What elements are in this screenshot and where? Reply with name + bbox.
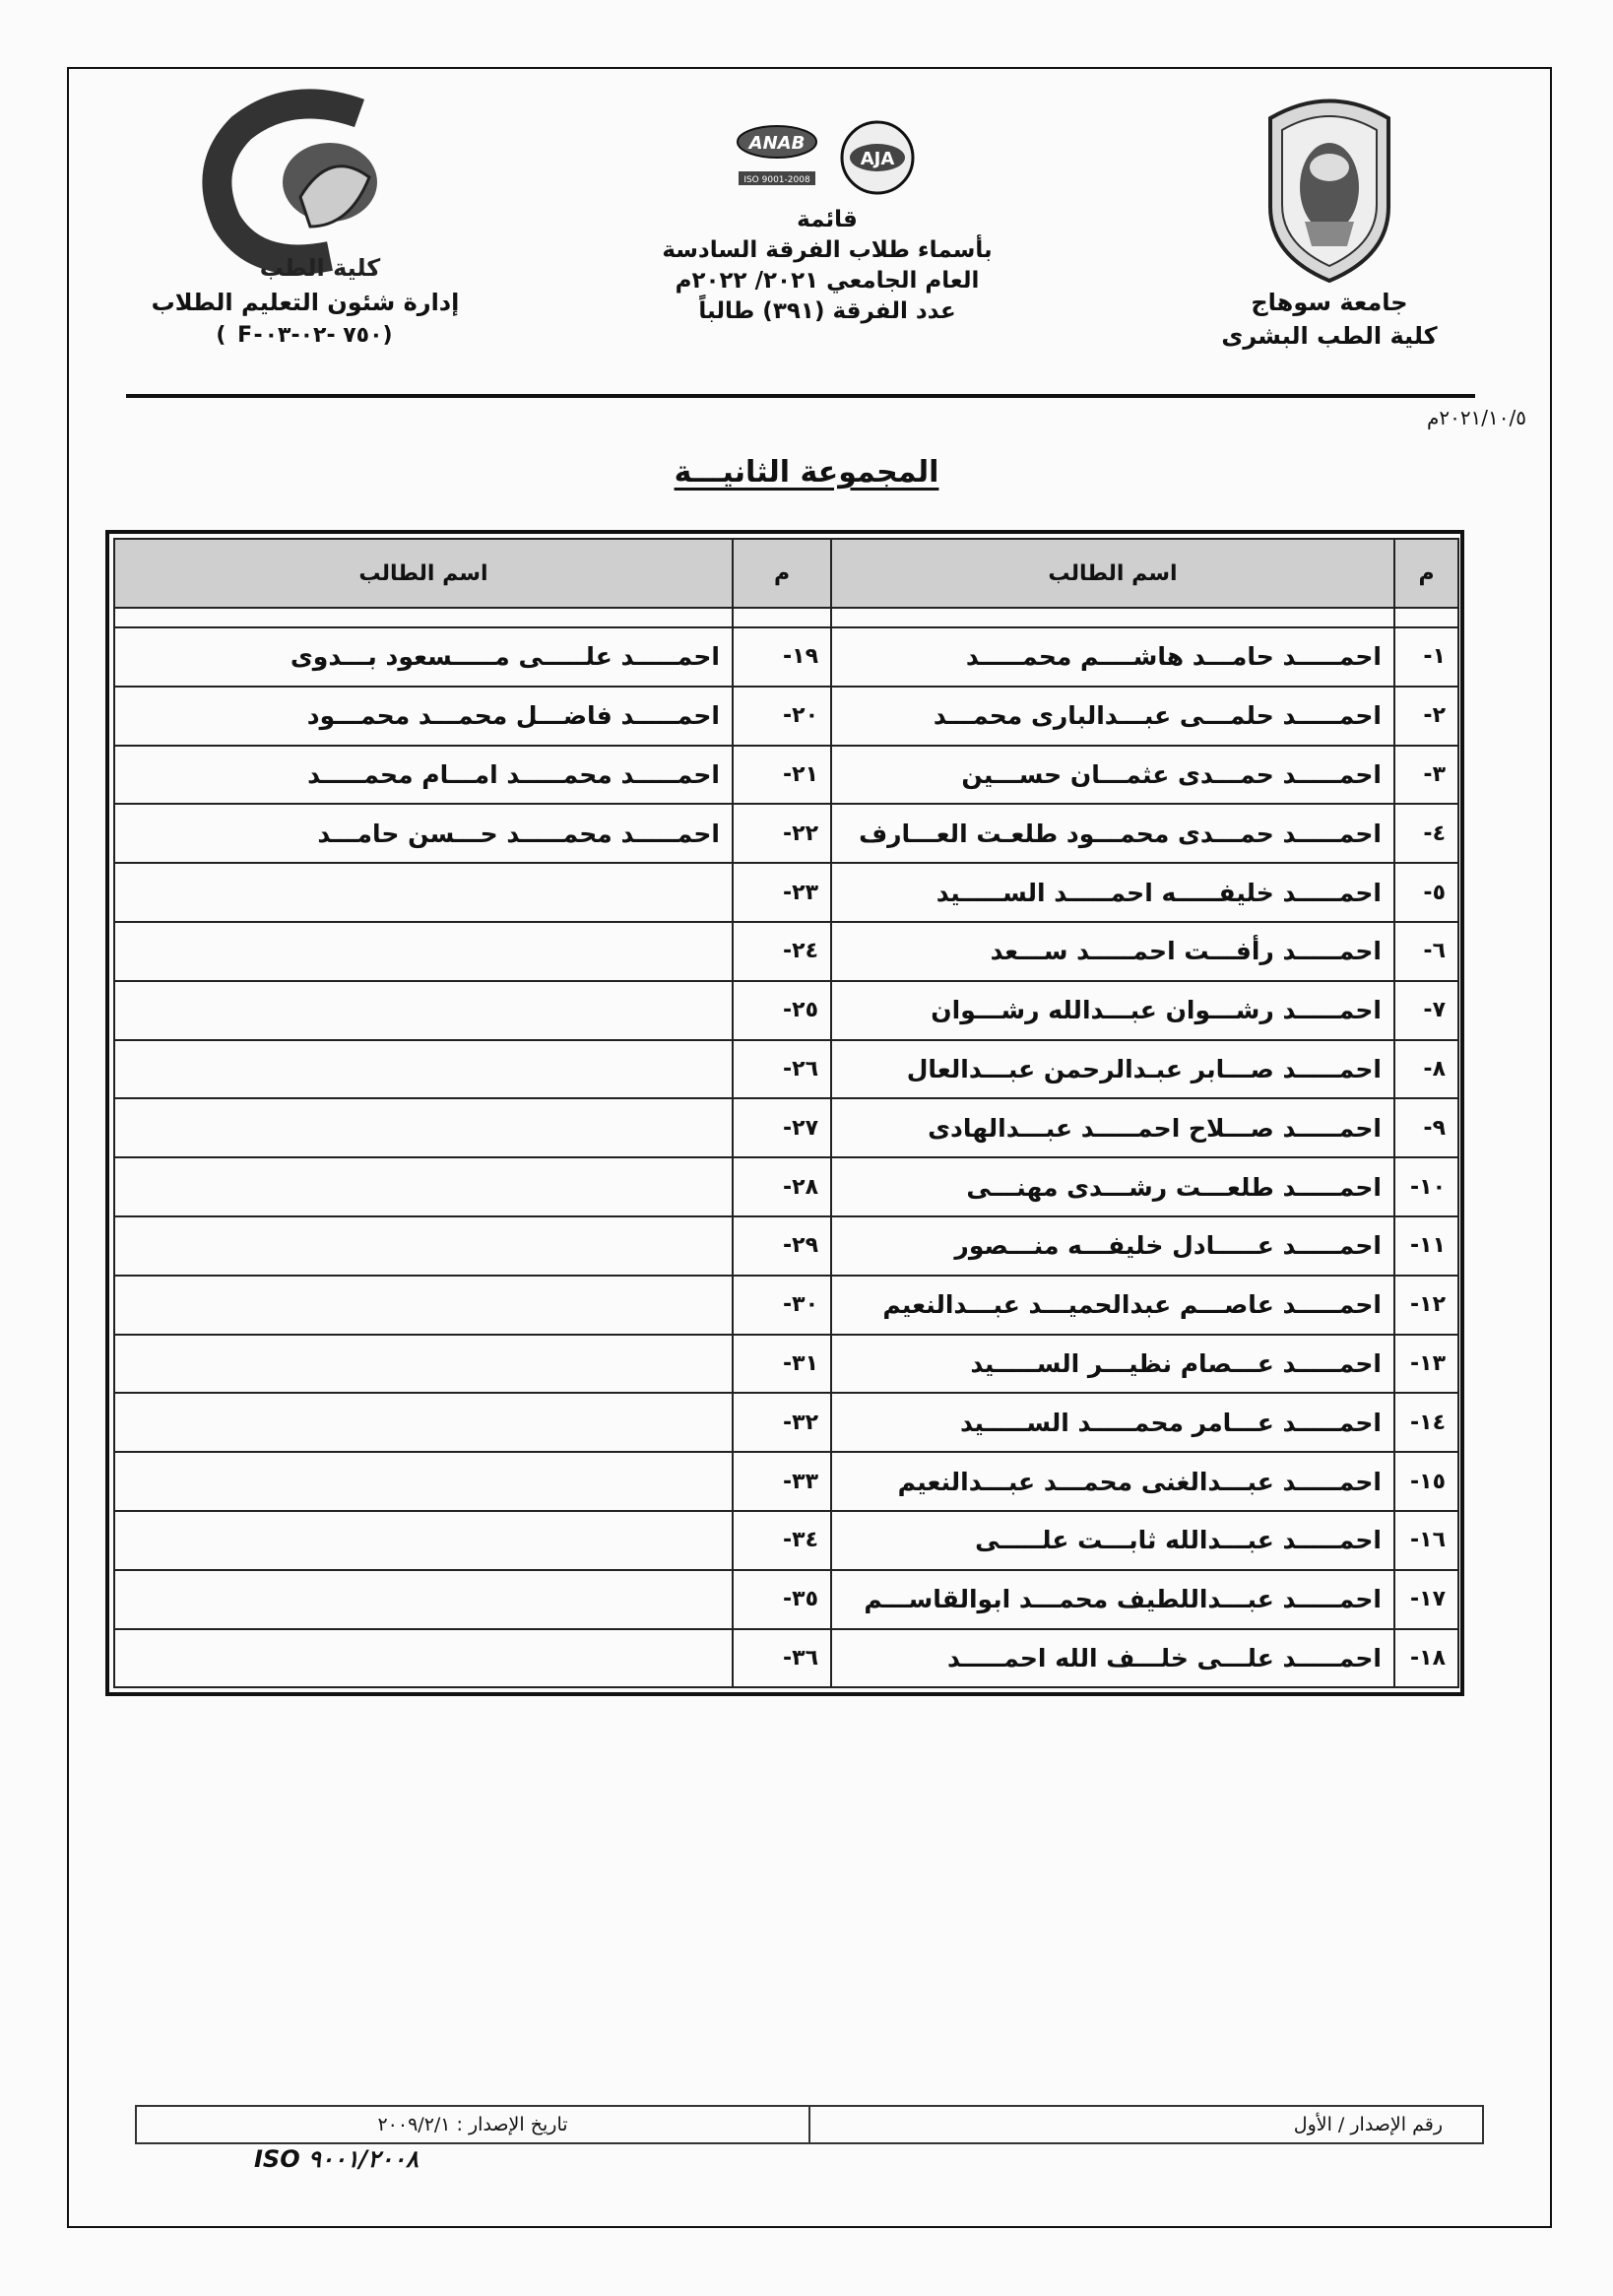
student-number: ٢٦- [733,1040,831,1099]
department-name: إدارة شئون التعليم الطلاب [151,289,460,316]
student-number: ٨- [1394,1040,1458,1099]
student-name: احمـــــد حمـــدى عثمـــان حســـين [831,746,1394,805]
student-number: ٣- [1394,746,1458,805]
student-number: ٣٠- [733,1276,831,1335]
students-table-wrapper [105,530,1464,1696]
student-name: احمـــــد صـــابر عبـدالرحمن عبـــدالعال [831,1040,1394,1099]
student-name [114,1629,733,1688]
group-title: المجموعة الثانيـــة [674,455,939,490]
student-number: ١٢- [1394,1276,1458,1335]
student-name: احمـــــد حلمـــى عبـــدالبارى محمـــد [831,687,1394,746]
student-number: ١٨- [1394,1629,1458,1688]
student-name: احمـــــد حمـــدى محمـــود طلعـت العـــارف [831,804,1394,863]
student-number: ٢- [1394,687,1458,746]
table-row [114,1629,1458,1688]
student-name: احمـــــد عـــــادل خليفـــه منـــصور [831,1216,1394,1276]
student-name: احمـــــد عبـــدالغنى محمـــد عبـــدالنعيم [831,1452,1394,1511]
table-row [114,1452,1458,1511]
table-row [114,922,1458,981]
issue-date: تاريخ الإصدار : ٢٠٠٩/٢/١ [137,2107,810,2142]
students-table [113,538,1459,1688]
table-row [114,804,1458,863]
academic-year: العام الجامعي ٢٠٢١/ ٢٠٢٢م [675,268,980,294]
document-date: ٢٠٢١/١٠/٥م [1426,406,1526,429]
student-number: ٤- [1394,804,1458,863]
form-code: ( F-٧٥٠ -٠٢-٠٣) [216,323,395,348]
student-name: احمـــــد فاضـــل محمـــد محمـــود [114,687,733,746]
table-row [114,1393,1458,1452]
student-name: احمـــــد رأفـــت احمـــــد ســـعد [831,922,1394,981]
student-number: ٢١- [733,746,831,805]
col-header-number-right: م [1394,539,1458,608]
header-rule [126,394,1475,398]
student-number: ٦- [1394,922,1458,981]
student-name [114,1276,733,1335]
student-number: ١٧- [1394,1570,1458,1629]
col-header-number-left: م [733,539,831,608]
student-number: ٢٩- [733,1216,831,1276]
list-title: قائمة [797,207,858,232]
table-row [114,1335,1458,1394]
student-name [114,1452,733,1511]
student-number: ١٦- [1394,1511,1458,1570]
table-header-row [114,539,1458,608]
table-row [114,1276,1458,1335]
student-name: احمـــــد طلعـــت رشـــدى مهنـــى [831,1157,1394,1216]
student-number: ٧- [1394,981,1458,1040]
student-number: ١٠- [1394,1157,1458,1216]
student-number: ٣١- [733,1335,831,1394]
student-name: احمـــــد حامـــد هاشــــم محمـــــد [831,627,1394,687]
col-header-name-left: اسم الطالب [114,539,733,608]
student-number: ١٣- [1394,1335,1458,1394]
student-number: ٩- [1394,1098,1458,1157]
student-number: ٣٢- [733,1393,831,1452]
student-name [114,1040,733,1099]
student-number: ٣٣- [733,1452,831,1511]
table-row [114,863,1458,922]
table-body [114,608,1458,1687]
student-number: ١١- [1394,1216,1458,1276]
table-row [114,1098,1458,1157]
student-number: ٢٥- [733,981,831,1040]
student-number: ٣٥- [733,1570,831,1629]
sohag-university-seal-icon [1251,89,1408,286]
iso-badge-label: ISO 9001-2008 [743,175,810,185]
student-name: احمـــــد صـــلاح احمـــــد عبـــدالهادى [831,1098,1394,1157]
table-row [114,1570,1458,1629]
student-number: ١- [1394,627,1458,687]
student-number: ٣٤- [733,1511,831,1570]
student-name [114,1157,733,1216]
student-name: احمـــــد عـــصام نظيـــر الســـــيد [831,1335,1394,1394]
header-center [640,89,1014,327]
student-name [114,1393,733,1452]
table-row [114,627,1458,687]
student-number: ١٥- [1394,1452,1458,1511]
student-number: ١٤- [1394,1393,1458,1452]
student-name: احمـــــد خليفـــــه احمـــــد الســـــيد [831,863,1394,922]
student-number: ٢٣- [733,863,831,922]
student-name: احمـــــد عاصـــم عبدالحميـــد عبـــدالنعيم [831,1276,1394,1335]
document-header [128,89,1477,394]
student-name [114,1216,733,1276]
student-name [114,1570,733,1629]
student-name [114,922,733,981]
student-name [114,1098,733,1157]
student-name: احمـــــد محمـــــد امـــام محمـــــد [114,746,733,805]
table-row [114,981,1458,1040]
student-number: ٢٧- [733,1098,831,1157]
header-left [128,89,483,348]
student-name: احمـــــد عبـــدالله ثابـــت علـــــى [831,1511,1394,1570]
student-number: ٢٨- [733,1157,831,1216]
logo-text: كلية الطب [259,254,381,282]
anab-label: ANAB [748,133,806,154]
table-row [114,1040,1458,1099]
col-header-name-right: اسم الطالب [831,539,1394,608]
issue-number: رقم الإصدار / الأول [1293,2114,1443,2135]
student-name [114,1335,733,1394]
student-number: ٢٠- [733,687,831,746]
student-name: احمـــــد عبـــداللطيف محمـــد ابوالقاســـم [831,1570,1394,1629]
iso-standard: ISO ٩٠٠١/٢٠٠٨ [254,2145,419,2173]
student-name: احمـــــد علـــى خلـــف الله احمـــــد [831,1629,1394,1688]
student-name: احمـــــد محمـــــد حـــسن حامـــد [114,804,733,863]
anab-accreditation-icon [733,118,821,197]
student-number: ١٩- [733,627,831,687]
table-row [114,1511,1458,1570]
header-right [1182,89,1477,353]
class-count: عدد الفرقة (٣٩١) طالباً [698,298,956,324]
footer-box [135,2105,1484,2144]
aja-label: AJA [860,149,895,169]
list-subtitle: بأسماء طلاب الفرقة السادسة [662,237,993,263]
student-name [114,1511,733,1570]
table-row [114,687,1458,746]
student-name [114,863,733,922]
table-spacer-row [114,608,1458,627]
university-name: جامعة سوهاج [1251,289,1408,316]
student-name: احمـــــد عـــامر محمـــــد الســـــيد [831,1393,1394,1452]
faculty-name: كلية الطب البشرى [1221,322,1438,350]
student-name: احمـــــد علـــــى مـــــسعود بـــدوى [114,627,733,687]
student-number: ٥- [1394,863,1458,922]
table-row [114,746,1458,805]
faculty-of-medicine-logo-icon [182,89,428,286]
student-name: احمـــــد رشـــوان عبـــدالله رشـــوان [831,981,1394,1040]
table-row [114,1157,1458,1216]
student-number: ٢٤- [733,922,831,981]
aja-registrar-icon [833,118,922,197]
table-row [114,1216,1458,1276]
student-name [114,981,733,1040]
student-number: ٢٢- [733,804,831,863]
student-number: ٣٦- [733,1629,831,1688]
